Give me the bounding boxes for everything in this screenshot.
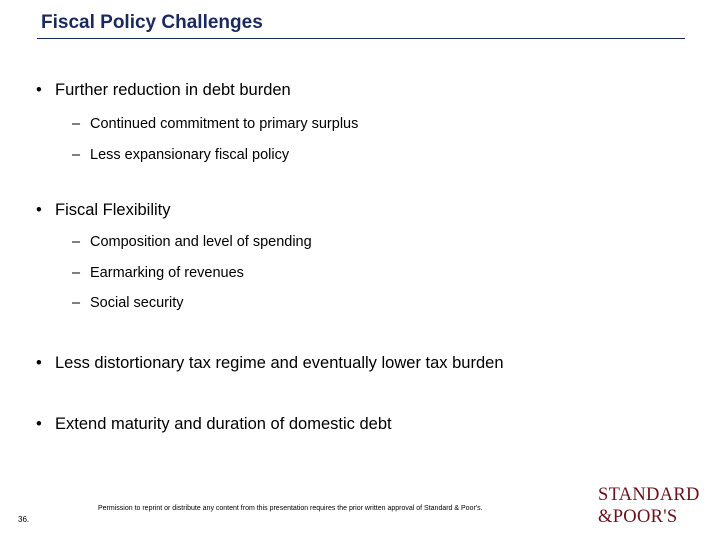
standard-and-poors-logo xyxy=(598,484,702,528)
sub-bullet-marker: – xyxy=(72,265,81,281)
sub-bullet-item xyxy=(72,294,183,312)
bullet-text: Less distortionary tax regime and eventually lower tax burden xyxy=(55,354,504,372)
sub-bullet-item xyxy=(72,233,312,251)
sub-bullet-text: Continued commitment to primary surplus xyxy=(90,116,359,132)
bullet-marker: • xyxy=(36,354,42,372)
bullet-text: Further reduction in debt burden xyxy=(55,81,291,99)
slide-number: 36. xyxy=(18,515,30,524)
sub-bullet-text: Social security xyxy=(90,295,184,311)
bullet-item xyxy=(36,353,504,373)
bullet-item xyxy=(36,200,171,220)
sub-bullet-text: Composition and level of spending xyxy=(90,234,312,250)
footer-disclaimer: Permission to reprint or distribute any content from this presentation requires the prior written approval of Standard & Poor's. xyxy=(98,505,483,512)
slide-title: Fiscal Policy Challenges xyxy=(41,12,263,33)
bullet-item xyxy=(36,80,291,100)
bullet-text: Extend maturity and duration of domestic debt xyxy=(55,415,392,433)
sub-bullet-text: Less expansionary fiscal policy xyxy=(90,147,290,163)
bullet-item xyxy=(36,414,392,434)
bullet-marker: • xyxy=(36,201,42,219)
sub-bullet-marker: – xyxy=(72,147,81,163)
title-divider xyxy=(37,38,685,39)
sub-bullet-text: Earmarking of revenues xyxy=(90,265,244,281)
bullet-text: Fiscal Flexibility xyxy=(55,201,171,219)
sub-bullet-marker: – xyxy=(72,116,81,132)
sub-bullet-item xyxy=(72,115,358,133)
sub-bullet-item xyxy=(72,264,244,282)
bullet-marker: • xyxy=(36,81,42,99)
sub-bullet-marker: – xyxy=(72,295,81,311)
logo-line-1: STANDARD xyxy=(598,485,700,505)
logo-line-2: &POOR'S xyxy=(598,507,678,527)
bullet-marker: • xyxy=(36,415,42,433)
sub-bullet-marker: – xyxy=(72,234,81,250)
sub-bullet-item xyxy=(72,146,289,164)
